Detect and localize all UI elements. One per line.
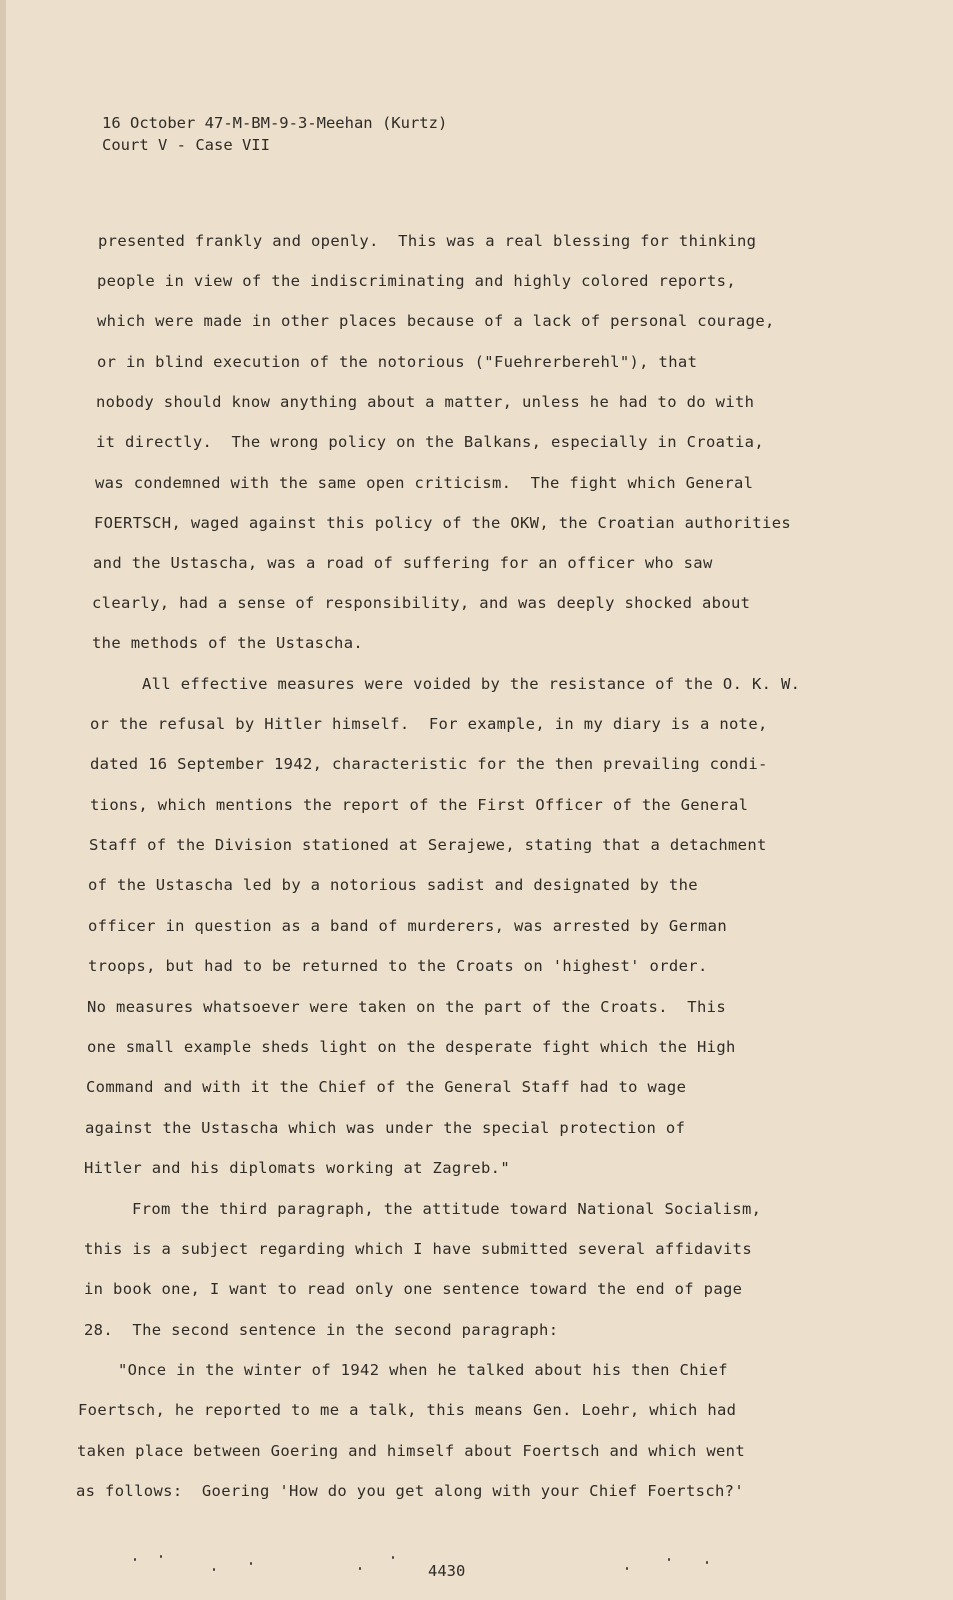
body-line: it directly. The wrong policy on the Balkans, especially in Croatia, [96,433,765,451]
document-header [102,112,447,156]
body-line: which were made in other places because of a lack of personal courage, [97,312,775,330]
paper-speck [668,1558,670,1561]
body-line: presented frankly and openly. This was a real blessing for thinking [98,232,757,250]
paper-speck [250,1562,252,1565]
body-line: troops, but had to be returned to the Croats on 'highest' order. [88,957,708,975]
body-line: was condemned with the same open criticism. The fight which General [95,474,754,492]
body-line: or in blind execution of the notorious ("Fuehrerberehl"), that [97,353,698,371]
body-line: Command and with it the Chief of the General Staff had to wage [86,1078,687,1096]
body-line: 28. The second sentence in the second paragraph: [84,1321,559,1339]
body-line: All effective measures were voided by the resistance of the O. K. W. [142,675,801,693]
paper-speck [392,1556,394,1559]
paper-speck [359,1567,361,1570]
body-line: this is a subject regarding which I have submitted several affidavits [84,1240,753,1258]
paper-speck [160,1555,162,1558]
body-line: FOERTSCH, waged against this policy of the OKW, the Croatian authorities [94,514,792,532]
body-line: the methods of the Ustascha. [92,634,364,652]
page-edge [0,0,6,1600]
body-line: taken place between Goering and himself about Foertsch and which went [77,1442,746,1460]
body-line: "Once in the winter of 1942 when he talked about his then Chief [118,1361,728,1379]
header-line-1: 16 October 47-M-BM-9-3-Meehan (Kurtz) [102,114,448,132]
body-line: Foertsch, he reported to me a talk, this means Gen. Loehr, which had [78,1401,737,1419]
body-line: people in view of the indiscriminating and highly colored reports, [97,272,736,290]
body-line: Hitler and his diplomats working at Zagreb." [84,1159,510,1177]
body-line: tions, which mentions the report of the First Officer of the General [90,796,749,814]
body-line: against the Ustascha which was under the special protection of [85,1119,686,1137]
paper-speck [213,1568,215,1571]
body-line: of the Ustascha led by a notorious sadist and designated by the [88,876,698,894]
paper-speck [706,1561,708,1564]
header-line-2: Court V - Case VII [102,136,270,154]
body-line: No measures whatsoever were taken on the part of the Croats. This [87,998,726,1016]
body-line: as follows: Goering 'How do you get along with your Chief Foertsch?' [76,1482,745,1500]
body-line: Staff of the Division stationed at Serajewe, stating that a detachment [89,836,767,854]
body-line: one small example sheds light on the desperate fight which the High [87,1038,736,1056]
body-line: or the refusal by Hitler himself. For example, in my diary is a note, [90,715,768,733]
page-number: 4430 [428,1562,466,1580]
body-line: and the Ustascha, was a road of suffering for an officer who saw [93,554,713,572]
body-line: officer in question as a band of murderers, was arrested by German [88,917,727,935]
body-line: in book one, I want to read only one sentence toward the end of page [84,1280,743,1298]
body-line: dated 16 September 1942, characteristic for the then prevailing condi- [90,755,768,773]
paper-speck [134,1558,136,1561]
body-line: nobody should know anything about a matter, unless he had to do with [96,393,755,411]
body-line: clearly, had a sense of responsibility, and was deeply shocked about [92,594,751,612]
body-line: From the third paragraph, the attitude toward National Socialism, [132,1200,762,1218]
paper-speck [626,1567,628,1570]
